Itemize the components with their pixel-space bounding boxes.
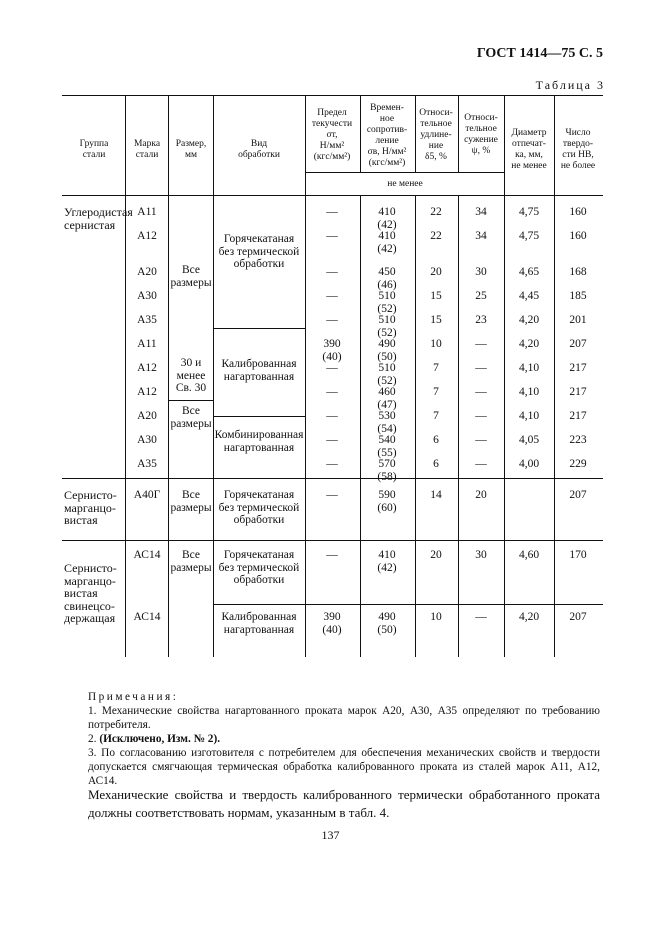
cell-contr: — [475, 458, 487, 470]
page-header: ГОСТ 1414—75 С. 5 [476, 46, 603, 61]
cell-contr: — [475, 611, 487, 623]
cell-diam: 4,45 [518, 290, 540, 302]
cell-yield: 390 (40) [322, 611, 342, 636]
cell-contr: 20 [475, 489, 487, 501]
cell-diam: 4,00 [518, 458, 540, 470]
cell-elong: 10 [430, 338, 442, 350]
cell-elong: 6 [433, 434, 439, 446]
cell-contr: 30 [475, 266, 487, 278]
size-label: Все размеры [170, 405, 212, 430]
cell-mark: АС14 [133, 611, 161, 623]
col-sep-6a [415, 95, 416, 172]
cell-tensile: 590 (60) [377, 489, 397, 514]
body-paragraph: Механические свойства и твердость калиброванного термически обработанного проката должны соответствовать нормам, указанным в табл. 4. [88, 787, 600, 820]
kind-divider-1 [213, 328, 305, 329]
cell-yield: — [326, 206, 338, 218]
cell-tensile: 540 (55) [377, 434, 397, 459]
cell-elong: 14 [430, 489, 442, 501]
page-number: 137 [321, 828, 340, 842]
cell-elong: 6 [433, 458, 439, 470]
th-contraction: Относи- тельное сужение ψ, % [464, 113, 498, 156]
cell-hb: 217 [569, 362, 587, 374]
cell-diam: 4,10 [518, 386, 540, 398]
col-sep-6b [415, 195, 416, 657]
cell-diam: 4,60 [518, 549, 540, 561]
cell-tensile: 510 (52) [377, 290, 397, 315]
processing-kind: Комбинированная нагартованная [214, 429, 304, 454]
cell-hb: 207 [569, 338, 587, 350]
cell-mark: А12 [137, 230, 157, 242]
cell-mark: А12 [137, 362, 157, 374]
th-size: Размер, мм [175, 139, 207, 160]
cell-elong: 15 [430, 290, 442, 302]
cell-mark: А20 [137, 266, 157, 278]
processing-kind: Горячекатаная без термической обработки [218, 489, 300, 526]
cell-contr: 23 [475, 314, 487, 326]
cell-diam: 4,10 [518, 362, 540, 374]
cell-diam: 4,20 [518, 314, 540, 326]
cell-hb: 217 [569, 386, 587, 398]
cell-yield: — [326, 230, 338, 242]
col-sep-8 [504, 95, 505, 657]
col-sep-3 [213, 95, 214, 657]
cell-hb: 229 [569, 458, 587, 470]
table-top-rule [62, 95, 603, 96]
processing-kind: Горячекатаная без термической обработки [218, 549, 300, 586]
cell-hb: 207 [569, 611, 587, 623]
col-sep-9 [554, 95, 555, 657]
th-group: Группа стали [79, 139, 109, 160]
cell-contr: — [475, 386, 487, 398]
cell-contr: — [475, 410, 487, 422]
cell-tensile: 490 (50) [377, 338, 397, 363]
cell-mark: А11 [137, 206, 157, 218]
cell-mark: А35 [137, 314, 157, 326]
cell-hb: 185 [569, 290, 587, 302]
kind-divider-2 [213, 416, 305, 417]
table-label: Таблица 3 [535, 78, 605, 92]
cell-elong: 7 [433, 362, 439, 374]
cell-hb: 160 [569, 206, 587, 218]
cell-hb: 170 [569, 549, 587, 561]
cell-diam: 4,75 [518, 230, 540, 242]
cell-tensile: 450 (46) [377, 266, 397, 291]
cell-mark: А40Г [133, 489, 161, 501]
cell-hb: 217 [569, 410, 587, 422]
cell-diam: 4,20 [518, 338, 540, 350]
cell-tensile: 410 (42) [377, 206, 397, 231]
th-elongation: Относи- тельное удлине- ние δ5, % [419, 108, 453, 162]
col-sep-1 [125, 95, 126, 657]
cell-mark: А30 [137, 434, 157, 446]
cell-diam: 4,05 [518, 434, 540, 446]
cell-elong: 7 [433, 386, 439, 398]
cell-diam: 4,75 [518, 206, 540, 218]
notes-block [88, 690, 600, 788]
th-mark: Марка стали [133, 139, 161, 160]
group-label: Углеродистая сернистая [64, 205, 133, 232]
cell-tensile: 410 (42) [377, 549, 397, 574]
notes-title: Примечания: [88, 691, 179, 703]
group-label: Сернисто- марганцо- вистая [64, 488, 117, 527]
col-sep-4 [305, 95, 306, 657]
th-kind: Вид обработки [238, 139, 280, 160]
cell-diam: 4,20 [518, 611, 540, 623]
note-2: 2. (Исключено, Изм. № 2). [88, 733, 221, 745]
size-label: Все размеры [170, 264, 212, 289]
cell-hb: 223 [569, 434, 587, 446]
cell-yield: — [326, 458, 338, 470]
size-label: Все размеры [170, 489, 212, 514]
cell-elong: 7 [433, 410, 439, 422]
cell-elong: 15 [430, 314, 442, 326]
note-3: 3. По согласованию изготовителя с потребителем для обеспечения механических свойств и твердости допускается смягчающая термическая обработка калиброванного проката из сталей марок А11, А12, АС14. [88, 747, 600, 787]
col-sep-7a [458, 95, 459, 172]
group-divider-2 [62, 540, 603, 541]
cell-yield: — [326, 434, 338, 446]
cell-contr: — [475, 434, 487, 446]
cell-yield: — [326, 362, 338, 374]
col-sep-7b [458, 195, 459, 657]
cell-elong: 22 [430, 206, 442, 218]
cell-mark: А12 [137, 386, 157, 398]
cell-mark: АС14 [133, 549, 161, 561]
cell-yield: — [326, 386, 338, 398]
th-yield: Предел текучести σт, Н/мм² (кгс/мм²) [311, 108, 353, 162]
th-hardness: Число твердо- сти НВ, не более [560, 128, 596, 171]
col-sep-5a [360, 95, 361, 172]
cell-elong: 20 [430, 266, 442, 278]
row-divider-last [213, 604, 603, 605]
cell-yield: — [326, 489, 338, 501]
th-diameter: Диаметр отпечат- ка, мм, не менее [511, 128, 547, 171]
cell-elong: 10 [430, 611, 442, 623]
cell-mark: А35 [137, 458, 157, 470]
cell-tensile: 490 (50) [377, 611, 397, 636]
note-1: 1. Механические свойства нагартованного проката марок А20, А30, А35 определяют по требованию потребителя. [88, 705, 600, 731]
cell-tensile: 460 (47) [377, 386, 397, 411]
group-label: Сернисто- марганцо- вистая свинецсо- держащая [64, 561, 117, 625]
cell-yield: — [326, 314, 338, 326]
cell-mark: А11 [137, 338, 157, 350]
cell-elong: 20 [430, 549, 442, 561]
cell-contr: 34 [475, 206, 487, 218]
cell-hb: 160 [569, 230, 587, 242]
cell-tensile: 510 (52) [377, 362, 397, 387]
th-subheader: не менее [387, 179, 423, 189]
cell-diam: 4,10 [518, 410, 540, 422]
cell-yield: — [326, 266, 338, 278]
cell-hb: 201 [569, 314, 587, 326]
cell-yield: — [326, 549, 338, 561]
cell-elong: 22 [430, 230, 442, 242]
cell-yield: 390 (40) [322, 338, 342, 363]
cell-contr: 25 [475, 290, 487, 302]
cell-contr: 30 [475, 549, 487, 561]
header-bottom-rule [62, 195, 603, 196]
processing-kind: Горячекатаная без термической обработки [218, 233, 300, 270]
cell-tensile: 510 (52) [377, 314, 397, 339]
cell-yield: — [326, 290, 338, 302]
cell-yield: — [326, 410, 338, 422]
group-divider-1 [62, 478, 603, 479]
size-divider [168, 400, 213, 401]
cell-mark: А20 [137, 410, 157, 422]
cell-contr: — [475, 338, 487, 350]
th-tensile: Времен- ное сопротив- ление σв, Н/мм² (кгс/мм²) [366, 103, 408, 168]
cell-tensile: 410 (42) [377, 230, 397, 255]
col-sep-5b [360, 195, 361, 657]
col-sep-2 [168, 95, 169, 657]
cell-contr: — [475, 362, 487, 374]
cell-diam: 4,65 [518, 266, 540, 278]
cell-hb: 207 [569, 489, 587, 501]
cell-tensile: 570 (58) [377, 458, 397, 483]
cell-hb: 168 [569, 266, 587, 278]
cell-contr: 34 [475, 230, 487, 242]
size-label: 30 и менее Св. 30 [175, 357, 207, 394]
processing-kind: Калиброванная нагартованная [221, 611, 297, 636]
size-label: Все размеры [170, 549, 212, 574]
cell-mark: А30 [137, 290, 157, 302]
processing-kind: Калиброванная нагартованная [221, 358, 297, 383]
subheader-rule [305, 172, 504, 173]
cell-tensile: 530 (54) [377, 410, 397, 435]
